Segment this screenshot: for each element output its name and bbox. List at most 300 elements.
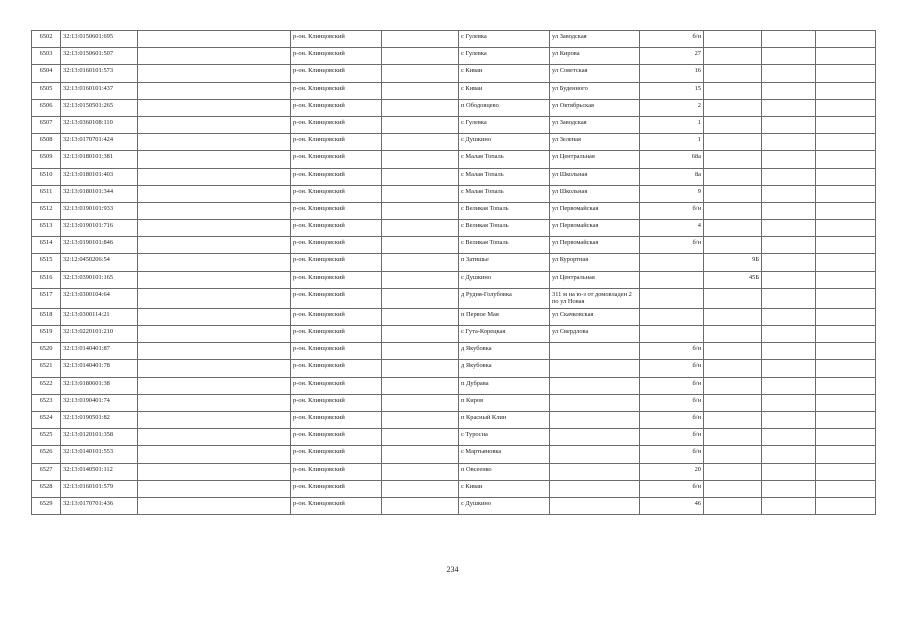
cell-number: 6525 xyxy=(32,429,61,446)
cell-cadastral-number: 32:13:0140101:553 xyxy=(61,446,138,463)
table-row xyxy=(32,254,876,271)
cell-empty xyxy=(816,308,876,325)
cell-settlement: д Рудня-Голубовка xyxy=(459,288,550,308)
table-row xyxy=(32,116,876,133)
cell-empty xyxy=(382,394,459,411)
table-row xyxy=(32,360,876,377)
cell-empty xyxy=(138,326,291,343)
cell-empty xyxy=(762,343,816,360)
cell-settlement: д Якубовка xyxy=(459,343,550,360)
cell-street: ул Школьная xyxy=(550,185,640,202)
cell-cadastral-number: 32:13:0140401:78 xyxy=(61,360,138,377)
cell-empty xyxy=(138,411,291,428)
cell-number: 6513 xyxy=(32,220,61,237)
cell-empty xyxy=(816,151,876,168)
cell-district: р-он. Клинцовский xyxy=(291,360,382,377)
table-row xyxy=(32,220,876,237)
cell-street xyxy=(550,446,640,463)
cell-empty xyxy=(762,360,816,377)
cell-settlement: с Мартьяновка xyxy=(459,446,550,463)
cell-empty xyxy=(138,134,291,151)
cell-empty xyxy=(816,48,876,65)
cell-house: 68а xyxy=(640,151,704,168)
cell-street xyxy=(550,463,640,480)
cell-district: р-он. Клинцовский xyxy=(291,429,382,446)
cell-house: б/н xyxy=(640,394,704,411)
cell-settlement: с Великая Топаль xyxy=(459,237,550,254)
cell-empty xyxy=(382,288,459,308)
cell-empty xyxy=(816,116,876,133)
cell-empty xyxy=(138,480,291,497)
cell-empty xyxy=(382,343,459,360)
cell-settlement: п Первое Мая xyxy=(459,308,550,325)
cell-number: 6526 xyxy=(32,446,61,463)
cell-empty xyxy=(816,220,876,237)
cell-house-extra xyxy=(704,411,762,428)
cell-district: р-он. Клинцовский xyxy=(291,82,382,99)
cell-district: р-он. Клинцовский xyxy=(291,288,382,308)
cell-street: ул Буденного xyxy=(550,82,640,99)
cell-settlement: с Киваи xyxy=(459,480,550,497)
table-row xyxy=(32,237,876,254)
cell-cadastral-number: 32:13:0120101:358 xyxy=(61,429,138,446)
cell-house: 9 xyxy=(640,185,704,202)
cell-empty xyxy=(382,220,459,237)
cell-house-extra xyxy=(704,99,762,116)
cell-number: 6521 xyxy=(32,360,61,377)
table-row xyxy=(32,497,876,514)
table-row xyxy=(32,168,876,185)
cell-house xyxy=(640,326,704,343)
cell-number: 6506 xyxy=(32,99,61,116)
cell-house: 2 xyxy=(640,99,704,116)
cell-empty xyxy=(816,82,876,99)
cell-street xyxy=(550,394,640,411)
cell-empty xyxy=(138,31,291,48)
cell-empty xyxy=(382,446,459,463)
cell-empty xyxy=(762,99,816,116)
cell-house: 15 xyxy=(640,82,704,99)
cell-empty xyxy=(382,411,459,428)
cell-empty xyxy=(762,394,816,411)
cell-number: 6505 xyxy=(32,82,61,99)
cell-empty xyxy=(816,254,876,271)
table-row xyxy=(32,326,876,343)
cell-empty xyxy=(816,497,876,514)
cell-empty xyxy=(816,134,876,151)
cell-empty xyxy=(138,343,291,360)
cell-settlement: с Гулевка xyxy=(459,48,550,65)
cell-empty xyxy=(816,394,876,411)
cell-district: р-он. Клинцовский xyxy=(291,48,382,65)
cell-cadastral-number: 32:13:0360108:110 xyxy=(61,116,138,133)
cell-settlement: с Душкино xyxy=(459,271,550,288)
cell-empty xyxy=(816,343,876,360)
cell-number: 6519 xyxy=(32,326,61,343)
table-row xyxy=(32,82,876,99)
cell-district: р-он. Клинцовский xyxy=(291,271,382,288)
cell-house: б/н xyxy=(640,343,704,360)
cell-number: 6528 xyxy=(32,480,61,497)
cell-empty xyxy=(382,185,459,202)
cell-empty xyxy=(762,202,816,219)
cell-cadastral-number: 32:13:0190101:846 xyxy=(61,237,138,254)
cell-street: ул Советская xyxy=(550,65,640,82)
cell-empty xyxy=(138,377,291,394)
cell-house-extra xyxy=(704,237,762,254)
cell-house-extra xyxy=(704,326,762,343)
cell-district: р-он. Клинцовский xyxy=(291,31,382,48)
cell-empty xyxy=(816,429,876,446)
cell-cadastral-number: 32:13:0180101:381 xyxy=(61,151,138,168)
cell-settlement: с Гута-Корецкая xyxy=(459,326,550,343)
cell-house-extra xyxy=(704,394,762,411)
cell-cadastral-number: 32:12:0450206:54 xyxy=(61,254,138,271)
table-row xyxy=(32,411,876,428)
cell-district: р-он. Клинцовский xyxy=(291,446,382,463)
cell-cadastral-number: 32:13:0190501:82 xyxy=(61,411,138,428)
cell-empty xyxy=(762,271,816,288)
table-row xyxy=(32,429,876,446)
cell-empty xyxy=(762,185,816,202)
cell-empty xyxy=(816,411,876,428)
cell-settlement: п Дубрава xyxy=(459,377,550,394)
cell-empty xyxy=(382,151,459,168)
cell-house xyxy=(640,288,704,308)
cell-settlement: п Затишье xyxy=(459,254,550,271)
table-row xyxy=(32,151,876,168)
cell-empty xyxy=(138,394,291,411)
cell-district: р-он. Клинцовский xyxy=(291,326,382,343)
cell-district: р-он. Клинцовский xyxy=(291,394,382,411)
cell-house-extra xyxy=(704,31,762,48)
cell-house-extra xyxy=(704,185,762,202)
table-row xyxy=(32,343,876,360)
cell-house: б/н xyxy=(640,31,704,48)
cell-street: ул Первомайская xyxy=(550,220,640,237)
cell-empty xyxy=(382,31,459,48)
cell-empty xyxy=(816,168,876,185)
cell-house: 16 xyxy=(640,65,704,82)
cell-street: ул Заводская xyxy=(550,116,640,133)
cell-number: 6514 xyxy=(32,237,61,254)
cell-district: р-он. Клинцовский xyxy=(291,116,382,133)
cell-district: р-он. Клинцовский xyxy=(291,185,382,202)
cell-empty xyxy=(138,220,291,237)
cell-house: б/н xyxy=(640,360,704,377)
cell-street xyxy=(550,480,640,497)
cell-empty xyxy=(762,134,816,151)
cell-empty xyxy=(138,82,291,99)
cell-number: 6510 xyxy=(32,168,61,185)
table-row xyxy=(32,394,876,411)
cell-house-extra xyxy=(704,343,762,360)
cell-street: ул Заводская xyxy=(550,31,640,48)
cell-empty xyxy=(816,326,876,343)
table-row xyxy=(32,271,876,288)
cell-number: 6518 xyxy=(32,308,61,325)
cell-empty xyxy=(816,202,876,219)
cell-empty xyxy=(382,360,459,377)
table-row xyxy=(32,480,876,497)
cell-street: ул Скачковская xyxy=(550,308,640,325)
cell-empty xyxy=(382,48,459,65)
cell-settlement: с Малая Топаль xyxy=(459,151,550,168)
cell-house-extra xyxy=(704,360,762,377)
cell-house xyxy=(640,254,704,271)
cell-empty xyxy=(382,99,459,116)
table-row xyxy=(32,134,876,151)
cell-empty xyxy=(138,271,291,288)
cell-number: 6502 xyxy=(32,31,61,48)
cell-cadastral-number: 32:13:0160101:437 xyxy=(61,82,138,99)
cell-cadastral-number: 32:13:0170701:424 xyxy=(61,134,138,151)
cell-cadastral-number: 32:13:0150601:695 xyxy=(61,31,138,48)
cell-empty xyxy=(382,134,459,151)
cell-cadastral-number: 32:13:0190401:74 xyxy=(61,394,138,411)
cell-number: 6508 xyxy=(32,134,61,151)
cell-house: б/н xyxy=(640,377,704,394)
cell-number: 6527 xyxy=(32,463,61,480)
cell-empty xyxy=(138,116,291,133)
cell-district: р-он. Клинцовский xyxy=(291,254,382,271)
cell-district: р-он. Клинцовский xyxy=(291,480,382,497)
cell-district: р-он. Клинцовский xyxy=(291,134,382,151)
table-row xyxy=(32,31,876,48)
cell-cadastral-number: 32:13:0180601:38 xyxy=(61,377,138,394)
cell-house-extra xyxy=(704,168,762,185)
cell-cadastral-number: 32:13:0190101:933 xyxy=(61,202,138,219)
page-number: 234 xyxy=(446,565,459,574)
cell-empty xyxy=(138,360,291,377)
cell-settlement: д Якубовка xyxy=(459,360,550,377)
cell-street xyxy=(550,343,640,360)
cell-empty xyxy=(138,254,291,271)
cell-street: ул Свердлова xyxy=(550,326,640,343)
cell-number: 6517 xyxy=(32,288,61,308)
cell-empty xyxy=(382,480,459,497)
cell-empty xyxy=(138,237,291,254)
cell-house-extra xyxy=(704,134,762,151)
cell-empty xyxy=(762,116,816,133)
cell-district: р-он. Клинцовский xyxy=(291,202,382,219)
cell-number: 6523 xyxy=(32,394,61,411)
cell-empty xyxy=(762,411,816,428)
cell-house-extra xyxy=(704,497,762,514)
table-row xyxy=(32,446,876,463)
cell-house: б/н xyxy=(640,446,704,463)
cell-house-extra xyxy=(704,65,762,82)
cell-empty xyxy=(762,48,816,65)
cell-house-extra xyxy=(704,446,762,463)
cell-empty xyxy=(138,202,291,219)
table-row xyxy=(32,288,876,308)
cell-house-extra xyxy=(704,151,762,168)
table-row xyxy=(32,65,876,82)
cell-settlement: с Душкино xyxy=(459,497,550,514)
cell-empty xyxy=(382,326,459,343)
cell-empty xyxy=(138,48,291,65)
cell-empty xyxy=(762,497,816,514)
cell-settlement: п Киров xyxy=(459,394,550,411)
cell-street: ул Зеленая xyxy=(550,134,640,151)
cell-settlement: с Малая Топаль xyxy=(459,168,550,185)
cell-empty xyxy=(382,116,459,133)
cell-district: р-он. Клинцовский xyxy=(291,411,382,428)
cell-settlement: с Киваи xyxy=(459,82,550,99)
cell-empty xyxy=(382,497,459,514)
cell-settlement: п Овсеенко xyxy=(459,463,550,480)
cell-street: ул Центральная xyxy=(550,271,640,288)
cell-house: 1 xyxy=(640,116,704,133)
cell-empty xyxy=(816,360,876,377)
cell-settlement: с Великая Топаль xyxy=(459,220,550,237)
cell-house-extra xyxy=(704,116,762,133)
table-row xyxy=(32,185,876,202)
cell-empty xyxy=(762,288,816,308)
cell-house: 4 xyxy=(640,220,704,237)
cell-house-extra: 9Б xyxy=(704,254,762,271)
cell-street: ул Октябрьская xyxy=(550,99,640,116)
cell-district: р-он. Клинцовский xyxy=(291,308,382,325)
cell-empty xyxy=(138,429,291,446)
cell-house-extra xyxy=(704,308,762,325)
cell-empty xyxy=(138,99,291,116)
cell-empty xyxy=(762,168,816,185)
table-row xyxy=(32,377,876,394)
cell-empty xyxy=(816,377,876,394)
cell-district: р-он. Клинцовский xyxy=(291,99,382,116)
registry-table xyxy=(31,30,876,515)
cell-empty xyxy=(382,82,459,99)
cell-number: 6503 xyxy=(32,48,61,65)
cell-house-extra xyxy=(704,220,762,237)
cell-empty xyxy=(138,288,291,308)
table-row xyxy=(32,308,876,325)
cell-house: 46 xyxy=(640,497,704,514)
cell-house xyxy=(640,271,704,288)
cell-cadastral-number: 32:13:0180101:344 xyxy=(61,185,138,202)
cell-district: р-он. Клинцовский xyxy=(291,220,382,237)
cell-empty xyxy=(762,326,816,343)
cell-cadastral-number: 32:13:0180101:403 xyxy=(61,168,138,185)
cell-number: 6522 xyxy=(32,377,61,394)
cell-empty xyxy=(816,271,876,288)
cell-number: 6524 xyxy=(32,411,61,428)
cell-empty xyxy=(762,151,816,168)
cell-street: ул Первомайская xyxy=(550,237,640,254)
cell-house-extra xyxy=(704,48,762,65)
cell-district: р-он. Клинцовский xyxy=(291,377,382,394)
cell-cadastral-number: 32:13:0170701:436 xyxy=(61,497,138,514)
cell-cadastral-number: 32:13:0160101:573 xyxy=(61,65,138,82)
cell-settlement: п Ободовцево xyxy=(459,99,550,116)
cell-settlement: с Киваи xyxy=(459,65,550,82)
table-row xyxy=(32,202,876,219)
cell-street: ул Кирова xyxy=(550,48,640,65)
cell-house: б/н xyxy=(640,480,704,497)
cell-house: 8а xyxy=(640,168,704,185)
cell-empty xyxy=(762,254,816,271)
cell-settlement: с Малая Топаль xyxy=(459,185,550,202)
cell-district: р-он. Клинцовский xyxy=(291,65,382,82)
cell-house-extra xyxy=(704,480,762,497)
cell-cadastral-number: 32:13:0140401:87 xyxy=(61,343,138,360)
cell-number: 6512 xyxy=(32,202,61,219)
cell-empty xyxy=(138,497,291,514)
cell-cadastral-number: 32:13:0160101:579 xyxy=(61,480,138,497)
cell-cadastral-number: 32:13:0150601:507 xyxy=(61,48,138,65)
cell-empty xyxy=(762,463,816,480)
cell-number: 6507 xyxy=(32,116,61,133)
cell-street: ул Курортная xyxy=(550,254,640,271)
cell-street xyxy=(550,411,640,428)
cell-empty xyxy=(138,446,291,463)
cell-number: 6520 xyxy=(32,343,61,360)
cell-settlement: с Душкино xyxy=(459,134,550,151)
cell-empty xyxy=(816,65,876,82)
cell-empty xyxy=(382,254,459,271)
cell-empty xyxy=(138,65,291,82)
cell-street xyxy=(550,377,640,394)
cell-district: р-он. Клинцовский xyxy=(291,151,382,168)
cell-empty xyxy=(138,151,291,168)
cell-house: 1 xyxy=(640,134,704,151)
cell-house: 20 xyxy=(640,463,704,480)
cell-cadastral-number: 32:13:0140501:112 xyxy=(61,463,138,480)
cell-empty xyxy=(816,480,876,497)
cell-settlement: с Гулевка xyxy=(459,116,550,133)
cell-empty xyxy=(762,65,816,82)
cell-number: 6529 xyxy=(32,497,61,514)
table-row xyxy=(32,99,876,116)
cell-cadastral-number: 32:13:0300114:21 xyxy=(61,308,138,325)
cell-empty xyxy=(382,271,459,288)
table-row xyxy=(32,48,876,65)
cell-cadastral-number: 32:13:0150501:265 xyxy=(61,99,138,116)
cell-empty xyxy=(382,429,459,446)
cell-empty xyxy=(138,185,291,202)
cell-house-extra: 45Б xyxy=(704,271,762,288)
cell-number: 6511 xyxy=(32,185,61,202)
cell-number: 6516 xyxy=(32,271,61,288)
cell-street xyxy=(550,497,640,514)
cell-district: р-он. Клинцовский xyxy=(291,497,382,514)
cell-empty xyxy=(382,308,459,325)
cell-house-extra xyxy=(704,377,762,394)
cell-empty xyxy=(816,237,876,254)
cell-empty xyxy=(138,463,291,480)
cell-cadastral-number: 32:13:0300104:64 xyxy=(61,288,138,308)
cell-house: б/н xyxy=(640,237,704,254)
table-row xyxy=(32,463,876,480)
cell-empty xyxy=(382,202,459,219)
cell-district: р-он. Клинцовский xyxy=(291,463,382,480)
cell-empty xyxy=(762,237,816,254)
cell-empty xyxy=(816,185,876,202)
cell-settlement: п Красный Клин xyxy=(459,411,550,428)
cell-house: б/н xyxy=(640,411,704,428)
cell-street xyxy=(550,360,640,377)
cell-empty xyxy=(382,65,459,82)
cell-district: р-он. Клинцовский xyxy=(291,168,382,185)
cell-district: р-он. Клинцовский xyxy=(291,237,382,254)
cell-cadastral-number: 32:13:0390101:165 xyxy=(61,271,138,288)
cell-empty xyxy=(816,288,876,308)
cell-cadastral-number: 32:13:0190101:716 xyxy=(61,220,138,237)
cell-settlement: с Туросна xyxy=(459,429,550,446)
cell-empty xyxy=(816,463,876,480)
